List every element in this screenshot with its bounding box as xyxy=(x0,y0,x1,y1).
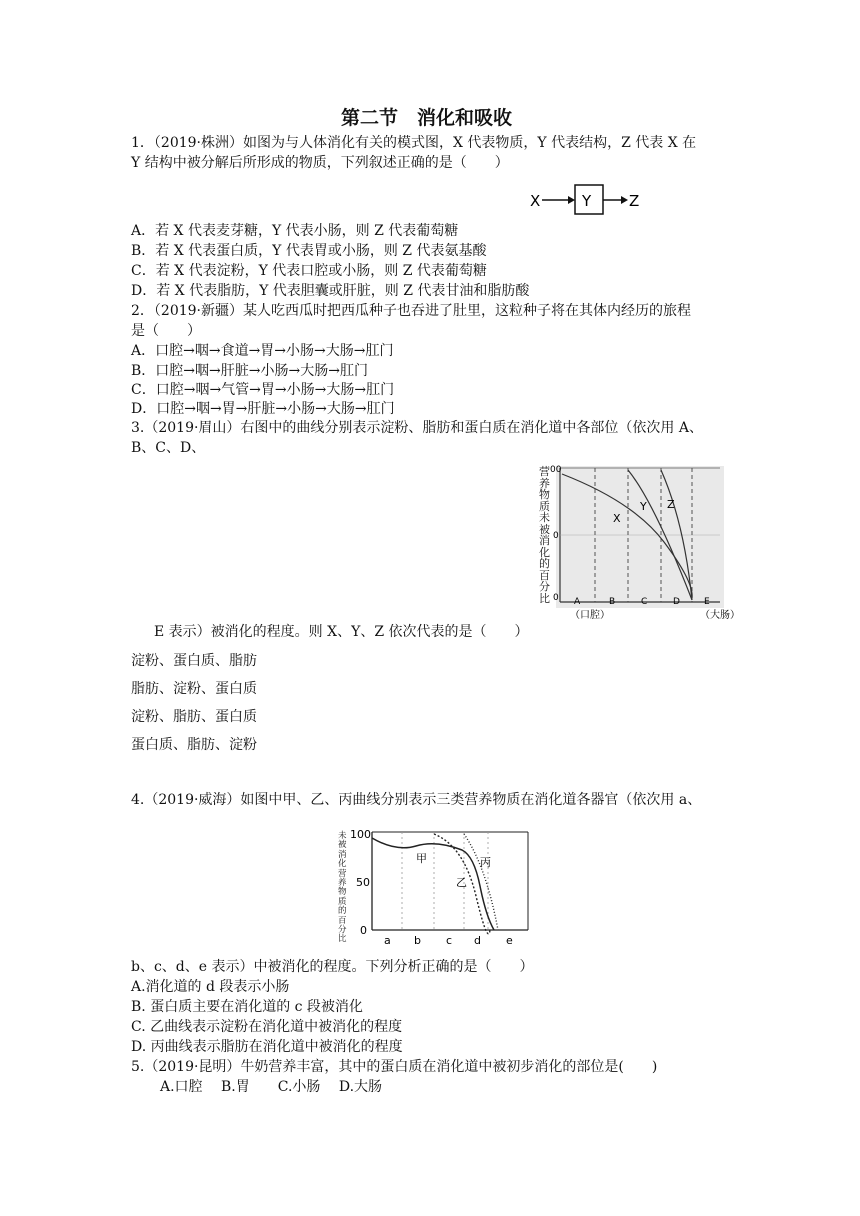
q4-curve-jia xyxy=(372,838,494,930)
q3-option-3: 淀粉、脂肪、蛋白质 xyxy=(131,709,257,725)
q2-option-a: A．口腔→咽→食道→胃→小肠→大肠→肛门 xyxy=(131,343,394,359)
q3-curve-label-z: Z xyxy=(667,498,675,511)
q1-stem-line2: Y 结构中被分解后所形成的物质，下列叙述正确的是（ ） xyxy=(131,155,509,171)
q2-option-c: C．口腔→咽→气管→胃→小肠→大肠→肛门 xyxy=(131,382,395,398)
q3-ytick-100: 00 xyxy=(550,465,562,475)
q3-note-large-intestine: （大肠） xyxy=(700,610,740,621)
q4-curve-label-bing: 丙 xyxy=(480,856,491,869)
q4-y-axis-label: 未被消化营养物质的百分比 xyxy=(338,831,347,945)
q4-region-d: d xyxy=(474,934,481,947)
q4-ytick-0: 0 xyxy=(360,924,367,937)
q3-curve-label-y: Y xyxy=(640,500,647,513)
q1-option-b: B．若 X 代表蛋白质，Y 代表胃或小肠，则 Z 代表氨基酸 xyxy=(131,243,487,259)
q4-curve-label-jia: 甲 xyxy=(416,852,427,865)
q1-option-c: C．若 X 代表淀粉，Y 代表口腔或小肠，则 Z 代表葡萄糖 xyxy=(131,263,487,279)
q4-ytick-50: 50 xyxy=(356,876,370,889)
q4-digestion-chart xyxy=(336,826,536,950)
q4-stem-line2: b、c、d、e 表示）中被消化的程度。下列分析正确的是（ ） xyxy=(131,959,534,975)
q4-option-a: A.消化道的 d 段表示小肠 xyxy=(131,979,290,995)
q4-option-b: B. 蛋白质主要在消化道的 c 段被消化 xyxy=(131,999,363,1015)
q2-option-b: B．口腔→咽→肝脏→小肠→大肠→肛门 xyxy=(131,363,368,379)
q1-option-a: A．若 X 代表麦芽糖，Y 代表小肠，则 Z 代表葡萄糖 xyxy=(131,223,459,239)
q3-option-1: 淀粉、蛋白质、脂肪 xyxy=(131,653,257,669)
q4-stem-line1: 4.（2019·威海）如图中甲、乙、丙曲线分别表示三类营养物质在消化道各器官（依次用 a、 xyxy=(131,792,702,808)
q2-option-d: D．口腔→咽→胃→肝脏→小肠→大肠→肛门 xyxy=(131,401,395,417)
q3-region-c: C xyxy=(641,597,648,607)
q3-note-mouth: （口腔） xyxy=(570,610,610,621)
q4-region-a: a xyxy=(384,934,391,947)
q3-region-e: E xyxy=(704,597,710,607)
q3-region-d: D xyxy=(673,597,680,607)
q1-diagram-x: X xyxy=(530,192,541,210)
q3-stem-line2: B、C、D、 xyxy=(131,440,206,456)
q3-curve-label-x: X xyxy=(613,512,621,525)
q4-ytick-100: 100 xyxy=(350,828,371,841)
q1-xyz-diagram xyxy=(528,183,640,217)
q1-diagram-y: Y xyxy=(582,192,592,210)
q3-stem-line3: E 表示）被消化的程度。则 X、Y、Z 依次代表的是（ ） xyxy=(154,624,529,640)
q5-stem: 5.（2019·昆明）牛奶营养丰富，其中的蛋白质在消化道中被初步消化的部位是( ) xyxy=(131,1059,658,1075)
q4-option-c: C. 乙曲线表示淀粉在消化道中被消化的程度 xyxy=(131,1019,403,1035)
q3-option-4: 蛋白质、脂肪、淀粉 xyxy=(131,737,257,753)
q4-region-c: c xyxy=(446,934,453,947)
q3-option-2: 脂肪、淀粉、蛋白质 xyxy=(131,681,257,697)
q4-region-e: e xyxy=(506,934,513,947)
q3-digestion-chart xyxy=(534,462,744,624)
q3-y-axis-label: 营养物质未被消化的百分比 xyxy=(539,465,550,605)
q3-region-b: B xyxy=(609,597,616,607)
q2-stem-line1: 2．（2019·新疆）某人吃西瓜时把西瓜种子也吞进了肚里，这粒种子将在其体内经历的旅程 xyxy=(131,303,691,319)
q3-region-a: A xyxy=(574,597,581,607)
q1-stem-line1: 1．（2019·株洲）如图为与人体消化有关的模式图，X 代表物质，Y 代表结构，Z 代表 X 在 xyxy=(131,135,697,151)
q3-ytick-0: 0 xyxy=(553,593,559,603)
page-title: 第二节 消化和吸收 xyxy=(341,107,513,129)
q2-stem-line2: 是（ ） xyxy=(131,323,201,339)
q4-region-b: b xyxy=(414,934,421,947)
q1-option-d: D．若 X 代表脂肪，Y 代表胆囊或肝脏，则 Z 代表甘油和脂肪酸 xyxy=(131,283,530,299)
q4-option-d: D. 丙曲线表示脂肪在消化道中被消化的程度 xyxy=(131,1039,403,1055)
q3-ytick-50: 0 xyxy=(553,531,559,541)
q3-stem-line1: 3.（2019·眉山）右图中的曲线分别表示淀粉、脂肪和蛋白质在消化道中各部位（依次用 A、 xyxy=(131,420,703,436)
q5-options: A.口腔 B.胃 C.小肠 D.大肠 xyxy=(160,1079,383,1095)
q1-diagram-z: Z xyxy=(629,192,640,210)
q4-curve-label-yi: 乙 xyxy=(456,876,467,889)
